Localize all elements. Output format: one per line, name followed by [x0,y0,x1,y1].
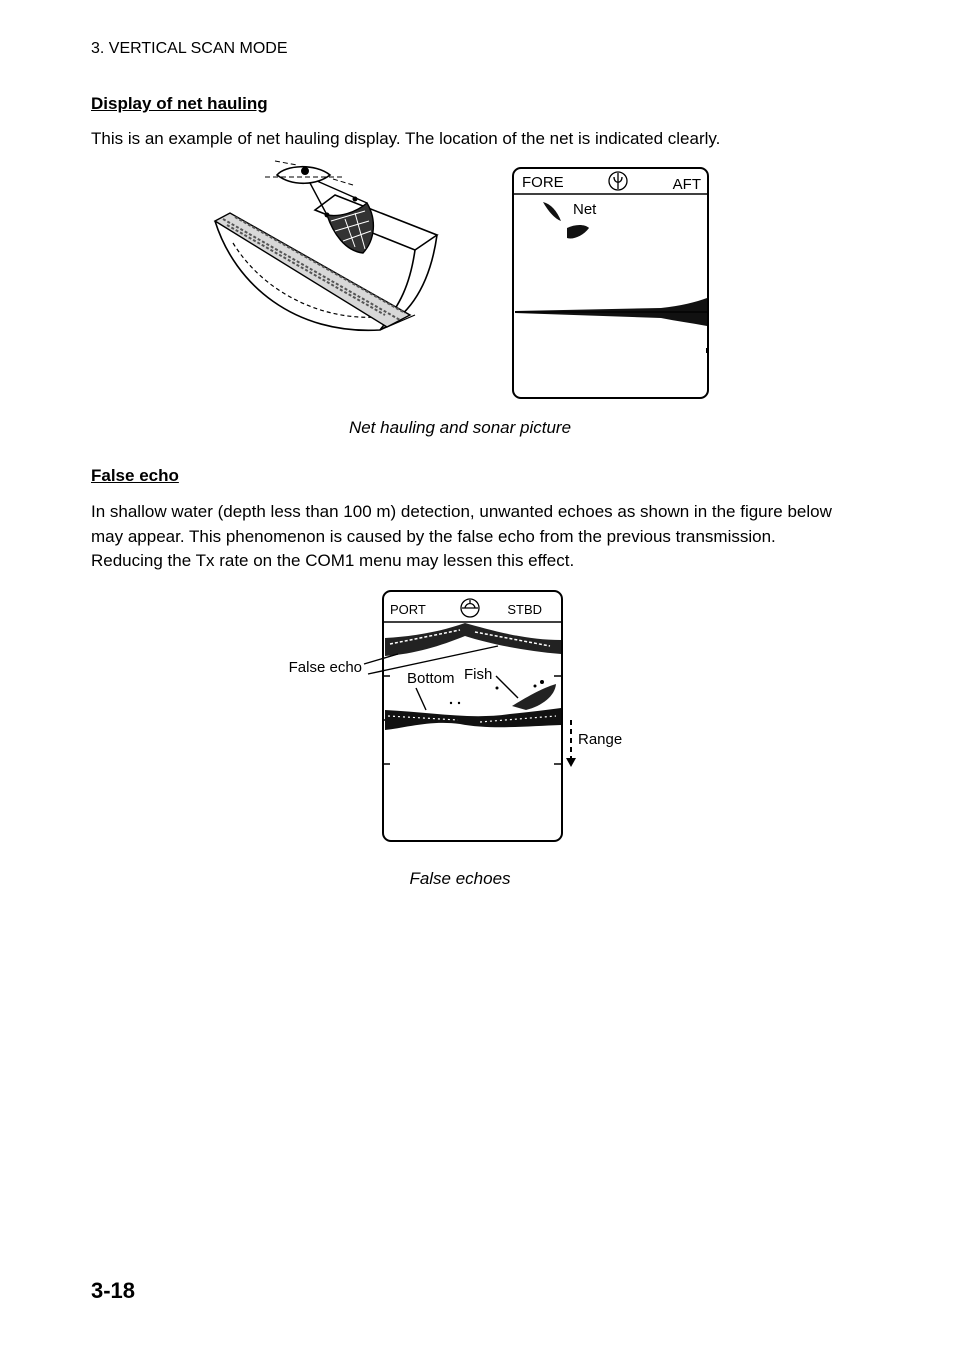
net-hauling-paragraph: This is an example of net hauling display. The location of the net is indicated clearly. [91,129,721,148]
false-echo-paragraph: In shallow water (depth less than 100 m) detection, unwanted echoes as shown in the figure below may appear. This phenomenon is caused by the false echo from the previous transmission. Reducing the Tx rate on the COM1 menu may lessen this effect. [91,502,832,570]
net-hauling-illustration [205,155,450,345]
false-echo-heading: False echo [91,466,179,485]
bottom-callout: Bottom [407,670,455,687]
false-echoes-figure [280,588,640,846]
stbd-label: STBD [507,602,542,617]
net-hauling-caption: Net hauling and sonar picture [348,418,572,437]
net-hauling-heading: Display of net hauling [91,94,268,113]
net-hauling-sonar-picture [511,166,711,402]
fish-callout: Fish [464,666,493,683]
fore-label: FORE [522,174,564,191]
aft-label: AFT [672,176,701,193]
port-label: PORT [390,602,426,617]
ship-icon [609,172,627,190]
false-echo-callout: False echo [288,659,362,676]
false-echoes-caption: False echoes [409,869,511,888]
running-head: 3. VERTICAL SCAN MODE [91,40,288,57]
page-number: 3-18 [91,1278,136,1303]
net-label: Net [573,201,597,218]
ship-icon [461,599,479,617]
range-callout: Range [578,731,623,748]
